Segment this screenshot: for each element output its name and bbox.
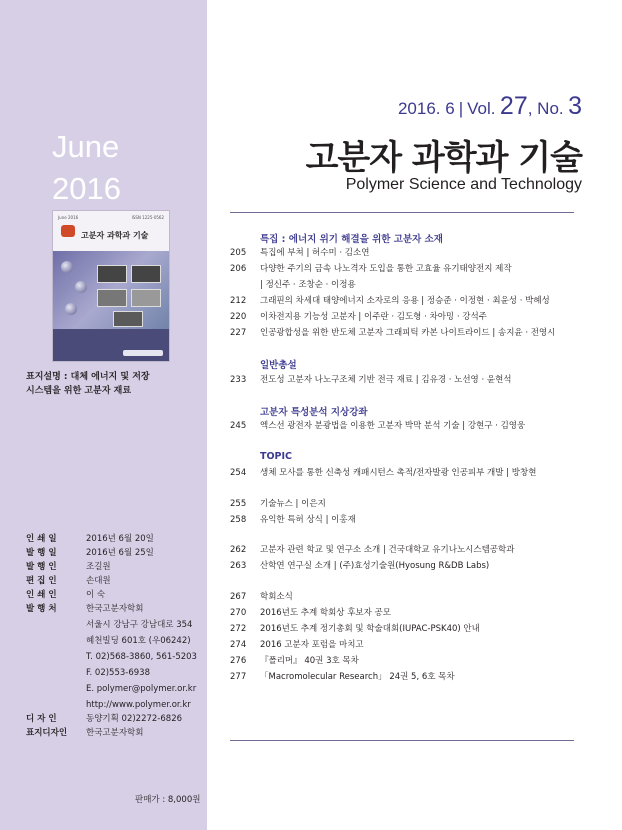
colophon-row: F. 02)553-6938	[86, 668, 150, 678]
colophon-row: http://www.polymer.or.kr	[86, 700, 191, 710]
divider	[230, 212, 574, 213]
cover-figure-2	[131, 265, 161, 283]
cover-figure-4	[131, 289, 161, 307]
toc-entry[interactable]: 263 산학연 연구실 소개 | (주)효성기술원(Hyosung R&DB Labs)	[230, 561, 490, 571]
toc-entry[interactable]: 262 고분자 관련 학교 및 연구소 소개 | 건국대학교 유기나노시스템공학과	[230, 545, 515, 555]
toc-entry[interactable]: 220 이차전지용 기능성 고분자 | 이주란 · 김도형 · 차아밍 · 강석주	[230, 312, 487, 322]
colophon-row: 서울시 강남구 강남대로 354	[86, 620, 193, 630]
issue-number: 2016. 6 | Vol. 27, No. 3	[397, 92, 582, 120]
cover-publisher-logo	[123, 350, 163, 356]
toc-entry[interactable]: 267 학회소식	[230, 592, 293, 602]
toc-entry[interactable]: 254 생체 모사를 통한 신축성 캐패시턴스 촉적/전자발광 인공피부 개발 | 방창현	[230, 468, 537, 478]
colophon-row: 인 쇄 일 2016년 6월 20일	[26, 534, 154, 544]
toc-entry[interactable]: 274 2016 고분자 포럼을 마치고	[230, 640, 364, 650]
toc-entry[interactable]: 277 「Macromolecular Research」 24권 5, 6호 목차	[230, 672, 455, 682]
cover-figure-1	[97, 265, 127, 283]
section-title: TOPIC	[260, 451, 293, 462]
cover-title: 고분자 과학과 기술	[81, 231, 149, 240]
toc-entry[interactable]: 258 유익한 특허 상식 | 이홍재	[230, 515, 356, 525]
toc-entry[interactable]: 233 전도성 고분자 나노구조체 기반 전극 재료 | 김유경 · 노선영 · 윤현석	[230, 375, 512, 385]
colophon-row: E. polymer@polymer.or.kr	[86, 684, 197, 694]
journal-title: 고분자 과학과 기술	[305, 138, 582, 178]
divider: |	[458, 99, 464, 118]
cover-figure-5	[113, 311, 143, 327]
toc-entry[interactable]: 270 2016년도 추계 학회상 후보자 공모	[230, 608, 391, 618]
cover-footer	[53, 329, 170, 361]
molecule-icon	[61, 261, 73, 273]
colophon-row: T. 02)568-3860, 561-5203	[86, 652, 197, 662]
cover-artwork	[53, 251, 170, 331]
cover-date: June 2016	[58, 215, 79, 220]
toc-entry[interactable]: 276 『폴리머』 40권 3호 목차	[230, 656, 359, 666]
toc-entry[interactable]: 205 특집에 부쳐 | 허수미 · 김소연	[230, 248, 370, 258]
sidebar-year: 2016	[52, 171, 121, 206]
journal-subtitle: Polymer Science and Technology	[345, 176, 582, 193]
sidebar-month: June	[52, 129, 120, 164]
colophon-row: 혜천빌딩 601호 (우06242)	[86, 636, 191, 646]
colophon-row: 발 행 처 한국고분자학회	[26, 604, 144, 614]
toc-entry[interactable]: 212 그래핀의 차세대 태양에너지 소자로의 응용 | 정승준 · 이정현 · 최윤성 · 박혜성	[230, 296, 550, 306]
molecule-icon	[65, 303, 77, 315]
toc-entry[interactable]: 272 2016년도 추계 정기총회 및 학술대회(IUPAC-PSK40) 안내	[230, 624, 480, 634]
sidebar	[0, 0, 207, 830]
toc-entry[interactable]: 245 엑스선 광전자 분광법을 이용한 고분자 박막 분석 기술 | 강현구 · 김영웅	[230, 421, 526, 431]
toc-entry[interactable]: 255 기술뉴스 | 이은지	[230, 499, 326, 509]
cover-figure-3	[97, 289, 127, 307]
section-title: 일반총설	[260, 360, 297, 371]
colophon-row: 인 쇄 인 이 숙	[26, 590, 106, 600]
price: 판매가 : 8,000원	[135, 795, 201, 805]
cover-issn: ISSN 1225-0562	[131, 215, 164, 220]
section-title: 고분자 특성분석 지상강좌	[260, 407, 368, 418]
molecule-icon	[75, 281, 87, 293]
toc-entry-authors: | 정신주 · 조창순 · 이정용	[260, 280, 356, 290]
section-title: 특집 : 에너지 위기 해결을 위한 고분자 소재	[260, 234, 443, 245]
colophon-row: 표지디자인 한국고분자학회	[26, 728, 144, 738]
colophon-row: 디 자 인 동양기획 02)2272-6826	[26, 714, 183, 724]
cover-caption: 표지설명 : 대체 에너지 및 저장 시스템을 위한 고분자 재료	[26, 372, 150, 396]
divider	[230, 740, 574, 741]
colophon-row: 편 집 인 손대원	[26, 576, 111, 586]
colophon-row: 발 행 인 조길원	[26, 562, 111, 572]
colophon-row: 발 행 일 2016년 6월 25일	[26, 548, 154, 558]
toc-entry[interactable]: 227 인공광합성을 위한 반도체 고분자 그래피틱 카본 나이트라이드 | 송지윤 · 전영시	[230, 328, 556, 338]
cover-thumbnail	[52, 210, 170, 362]
toc-entry[interactable]: 206 다양한 주기의 금속 나노격자 도입을 통한 고효율 유기태양전지 제작	[230, 264, 512, 274]
journal-logo-icon	[61, 225, 75, 237]
